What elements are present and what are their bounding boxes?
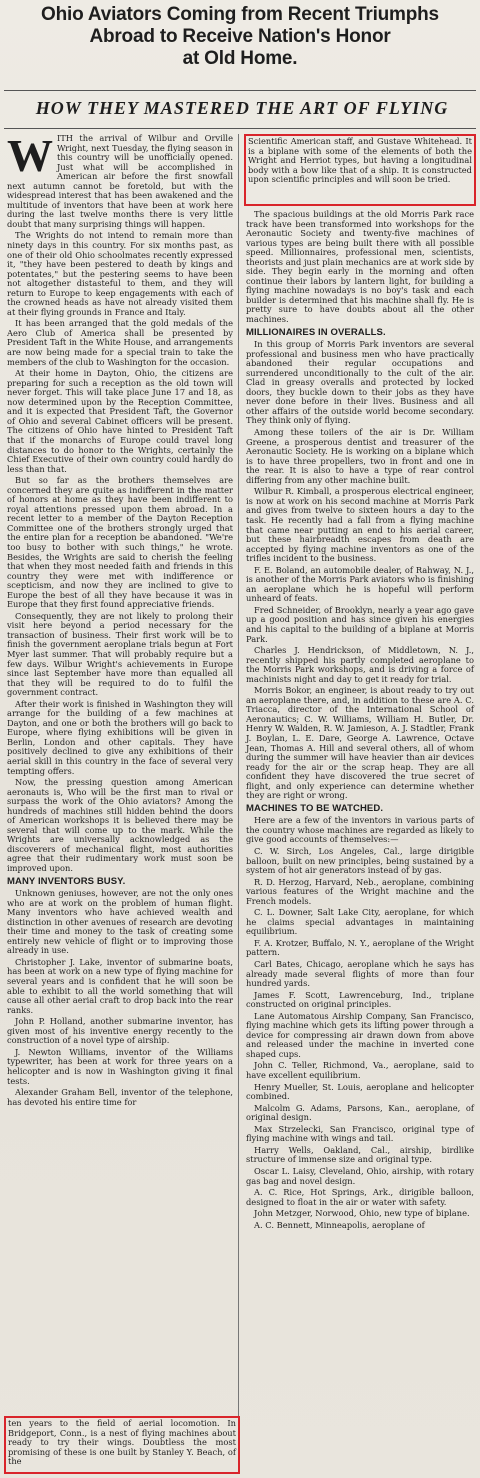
article-paragraph: John Metzger, Norwood, Ohio, new type of biplane. [254, 1208, 470, 1219]
article-paragraph: Alexander Graham Bell, inventor of the telephone, has devoted his entire time for [7, 1087, 233, 1107]
article-paragraph: Christopher J. Lake, inventor of submarine boats, has been at work on a new type of flying machine for several years and is confident that he will soon be able to exhibit to all the world something that will cause all other aerial craft to drop back into the rear ranks. [7, 956, 233, 1015]
headline-line-2: Abroad to Receive Nation's Honor [89, 26, 391, 47]
article-paragraph: Max Strzelecki, San Francisco, original type of flying machine with wings and tail. [246, 1123, 474, 1144]
section-heading-machines-to-be-watched: MACHINES TO BE WATCHED. [246, 802, 384, 814]
article-paragraph: John P. Holland, another submarine inventor, has given most of his inventive energy recently to the construction of a novel type of airship. [7, 1016, 233, 1046]
article-paragraph: Oscar L. Laisy, Cleveland, Ohio, airship, with rotary gas bag and novel design. [246, 1165, 474, 1186]
subheadline-rule [4, 128, 476, 129]
dropcap: W [7, 130, 53, 181]
article-paragraph: Carl Bates, Chicago, aeroplane which he says has already made several flights of more than four hundred yards. [246, 959, 474, 989]
article-paragraph: Now, the pressing question among American aeronauts is, Who will be the first man to rival or surpass the work of the Ohio aviators? Among the hundreds of machines still hidden behind the doors of American workshops it is believed there may be several that will come up to the mark. While the Wrights are universally acknowledged as the discoverers of mechanical flight, most authorities agree that their rudimentary work must soon be improved upon. [7, 777, 233, 874]
article-paragraph: After their work is finished in Washington they will arrange for the building of a few machines at Dayton, and one or both the brothers will go back to Europe, where flying exhibitions will be given in Berlin, London and other capitals. They have positively declined to give any exhibitions of their aerial skill in this country in the face of several very tempting offers. [7, 698, 233, 776]
article-paragraph: Here are a few of the inventors in various parts of the country whose machines are regarded as likely to give good accounts of themselves:— [246, 815, 474, 845]
section-heading-many-inventors-busy: MANY INVENTORS BUSY. [7, 875, 126, 887]
right-column [246, 210, 474, 1232]
section-heading-millionaires-in-overalls: MILLIONAIRES IN OVERALLS. [246, 326, 386, 338]
column-divider [238, 134, 239, 1474]
article-paragraph: A. C. Bennett, Minneapolis, aeroplane of [254, 1219, 425, 1230]
article-paragraph: Henry Mueller, St. Louis, aeroplane and helicopter combined. [246, 1081, 474, 1102]
article-paragraph: The Wrights do not intend to remain more than ninety days in this country. For six months past, as one of their old Ohio schoolmates recently expressed it, "they have been pestered to death by kings and potentates," but the pestering seems to have been not altogether distasteful to them, and they will return to Europe to keep engagements with each of the crowned heads as have not already visited them at their flying grounds in France and Italy. [7, 230, 233, 317]
article-paragraph: Unknown geniuses, however, are not the only ones who are at work on the problem of human flight. Many inventors who have achieved wealth and distinction in other avenues of research are devoting their time and money to the task of creating some entirely new vehicle of flight or to improving those already in use. [7, 888, 233, 956]
article-paragraph: ITH the arrival of Wilbur and Orville Wright, next Tuesday, the flying season in this country will be unofficially opened. Just what will be accomplished in American air before the first snowfall next autumn cannot be foretold, but with the widespread interest that has been awakened and the multitude of inventors that have been at work here during the last twelve months there is very little doubt that many surprising things will happen. [7, 133, 233, 229]
subheadline: HOW THEY MASTERED THE ART OF FLYING [35, 98, 449, 118]
headline-line-1: Ohio Aviators Coming from Recent Triumphs [41, 4, 439, 25]
article-paragraph: The spacious buildings at the old Morris Park race track have been transformed into workshops for the Aeronautic Society and twenty-five machines of various types are being built there with all possible speed. Millionnaires, professional men, scientists, theorists and just plain mechanics are at work side by side. They begin early in the morning and often continue their labors by lantern light, for building a flying machine nowadays is no boy's task and each builder is determined that his machine shall fly. He is pretty sure to have doubts about all the other machines. [246, 209, 474, 325]
article-paragraph: R. D. Herzog, Harvard, Neb., aeroplane, combining various features of the Wright machine and the French models. [246, 876, 474, 906]
article-paragraph: Harry Wells, Oakland, Cal., airship, birdlike structure of immense size and original type. [246, 1144, 474, 1165]
highlighted-text: ten years to the field of aerial locomotion. In Bridgeport, Conn., is a nest of flying machines about ready to try their wings. Doubtless the most promising of these is one built by Stanley Y. Beach, of the [8, 1418, 236, 1467]
article-paragraph: Consequently, they are not likely to prolong their visit here beyond a period necessary for the transaction of business. Their first work will be to finish the government aeroplane trials begun at Fort Myer last summer. That will probably require but a few days. Wilbur Wright's achievements in Europe since last September have more than equalled all that they will be required to do to fulfil the government contract. [7, 610, 233, 698]
article-paragraph: Wilbur R. Kimball, a prosperous electrical engineer, is now at work on his second machine at Morris Park and gives from twelve to sixteen hours a day to the task. He recently had a fall from a flying machine that came near putting an end to his aerial career, but these hairbreadth escapes from death are accepted by flying machine inventors as one of the trifles incident to the business. [246, 486, 474, 564]
article-paragraph: F. A. Krotzer, Buffalo, N. Y., aeroplane of the Wright pattern. [246, 937, 474, 958]
headline [6, 4, 474, 70]
article-paragraph: Malcolm G. Adams, Parsons, Kan., aeroplane, of original design. [246, 1102, 474, 1123]
article-paragraph: It has been arranged that the gold medals of the Aero Club of America shall be presented by President Taft in the White House, and arrangements are now being made for a special train to take the members of the club to Washington for the occasion. [7, 318, 233, 367]
article-paragraph: Charles J. Hendrickson, of Middletown, N. J., recently shipped his partly completed aeroplane to the Morris Park workshops, and is driving a force of machinists night and day to get it ready for trial. [246, 645, 474, 684]
left-column [7, 130, 233, 1109]
article-paragraph: C. L. Downer, Salt Lake City, aeroplane, for which he claims special advantages in maintaining equilibrium. [246, 907, 474, 937]
article-paragraph: Lane Automatous Airship Company, San Francisco, flying machine which gets its lifting power through a device for compressing air drawn down from above and released under the machine in inverted cone shaped cups. [246, 1010, 474, 1059]
article-paragraph: A. C. Rice, Hot Springs, Ark., dirigible balloon, designed to float in the air or water with safety. [246, 1187, 474, 1207]
article-paragraph: Morris Bokor, an engineer, is about ready to try out an aeroplane there, and, in addition to these are A. C. Triacca, director of the International School of Aeronautics; C. W. Williams, William H. Butler, Dr. Henry W. Walden, R. W. Jamieson, A. J. Stadtler, Frank J. Boylan, L. E. Dare, George A. Lawrence, Octave Jean, Thomas A. Hill and several others, all of whom during the summer will have heavier than air devices ready for the air or the scrap heap. They are all confident they have discovered the true secret of flight, and only experience can determine whether they are right or wrong. [246, 685, 474, 801]
highlight-box-bottom-left [4, 1416, 240, 1474]
article-paragraph: But so far as the brothers themselves are concerned they are quite as indifferent in the matter of honors at home as they have been indifferent to royal attentions pressed upon them abroad. In a recent letter to a member of the Dayton Reception Committee one of the brothers strongly urged that the entire plan for a reception be abandoned. "We're too busy to bother with such things," he wrote. Besides, the Wrights are said to cherish the feeling that when they most needed faith and friends in this country they were met with indifference or scepticism, and now they are inclined to give to Europe the best of all they have because it was in Europe that they first found appreciative friends. [7, 475, 233, 610]
article-paragraph: F. E. Boland, an automobile dealer, of Rahway, N. J., is another of the Morris Park aviators who is finishing an aeroplane which he is hopeful will perform unheard of feats. [246, 564, 474, 604]
article-paragraph: C. W. Sirch, Los Angeles, Cal., large dirigible balloon, built on new principles, being sustained by a system of hot air generators instead of by gas. [246, 846, 474, 876]
headline-rule [4, 90, 476, 91]
article-paragraph: At their home in Dayton, Ohio, the citizens are preparing for such a reception as the old town will never forget. This will take place June 17 and 18, as now determined upon by the Reception Committee, and it is expected that President Taft, the Governor of Ohio and several Cabinet officers will be present. The citizens of Ohio have hinted to President Taft that if the monarchs of Europe could travel long distances to do honor to the Wrights, certainly the Chief Executive of their own country could hardly do less than that. [7, 368, 233, 474]
article-paragraph: James F. Scott, Lawrenceburg, Ind., triplane constructed on original principles. [246, 989, 474, 1010]
highlight-box-top-right [244, 134, 476, 206]
article-paragraph: John C. Teller, Richmond, Va., aeroplane, said to have excellent equilibrium. [246, 1060, 474, 1081]
article-paragraph: In this group of Morris Park inventors are several professional and business men who have practically abandoned their regular occupations and surrendered unconditionally to the cult of the air. Clad in greasy overalls and protected by locked doors, they buckle down to their jobs as they have never done before in their lives. Business and all other affairs of the outside world become secondary. They think only of flying. [246, 339, 474, 426]
article-paragraph: Among these toilers of the air is Dr. William Greene, a prosperous dentist and treasurer of the Aeronautic Society. He is working on a biplane which is to have three propellers, two in front and one in the rear. It is also to have a type of rear control differing from any other machine built. [246, 427, 474, 485]
highlighted-text: Scientific American staff, and Gustave Whitehead. It is a biplane with some of the elements of both the Wright and Herriot types, but having a longitudinal body with a bow like that of a ship. It is constructed upon scientific principles and will soon be tried. [248, 136, 472, 185]
article-paragraph: Fred Schneider, of Brooklyn, nearly a year ago gave up a good position and has since given his energies and his capital to the building of a biplane at Morris Park. [246, 604, 474, 644]
headline-line-3: at Old Home. [182, 48, 298, 69]
article-paragraph: J. Newton Williams, inventor of the Williams typewriter, has been at work for three years on a helicopter and is now in Washington giving it final tests. [7, 1046, 233, 1086]
